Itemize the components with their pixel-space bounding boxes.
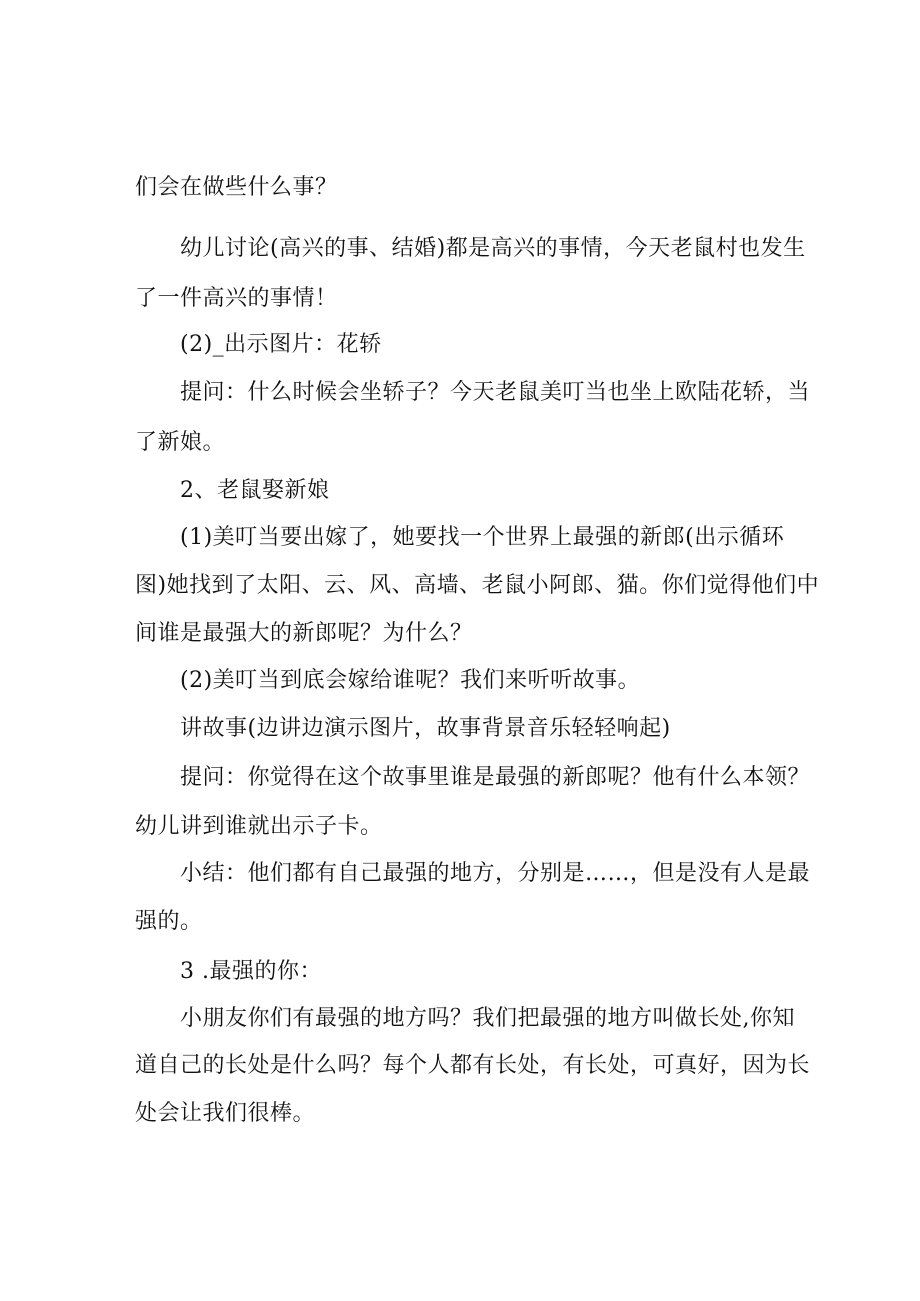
section-heading: 2、老鼠娶新娘 [180,478,330,503]
text-line: 小结：他们都有自己最强的地方，分别是……，但是没有人是最 [180,861,811,886]
text-line: (1)美叮当要出嫁了，她要找一个世界上最强的新郎(出示循环 [180,525,785,550]
text-line: 处会让我们很棒。 [135,1101,316,1126]
text-line: 提问：什么时候会坐轿子？今天老鼠美叮当也坐上欧陆花轿，当 [180,380,811,405]
text-line: 讲故事(边讲边演示图片，故事背景音乐轻轻响起) [180,716,671,741]
text-line: 幼儿讲到谁就出示子卡。 [135,814,383,839]
text-line: 道自己的长处是什么吗？每个人都有长处，有长处，可真好，因为长 [135,1053,811,1078]
text-line: 图)她找到了太阳、云、风、高墙、老鼠小阿郎、猫。你们觉得他们中 [135,573,820,598]
text-line: 间谁是最强大的新郎呢？为什么？ [135,621,473,646]
text-line: (2)_出示图片：花轿 [180,332,382,357]
text-line: 们会在做些什么事？ [135,175,338,200]
text-line: 了一件高兴的事情！ [135,286,338,311]
text-line: 小朋友你们有最强的地方吗？我们把最强的地方叫做长处,你知 [180,1006,795,1031]
text-line: 强的。 [135,909,203,934]
text-line: 提问：你觉得在这个故事里谁是最强的新郎呢？他有什么本领？ [180,765,811,790]
text-line: 幼儿讨论(高兴的事、结婚)都是高兴的事情，今天老鼠村也发生 [180,236,806,261]
text-line: 了新娘。 [135,430,226,455]
text-line: (2)美叮当到底会嫁给谁呢？我们来听听故事。 [180,668,641,693]
section-heading: 3 .最强的你： [180,959,322,984]
